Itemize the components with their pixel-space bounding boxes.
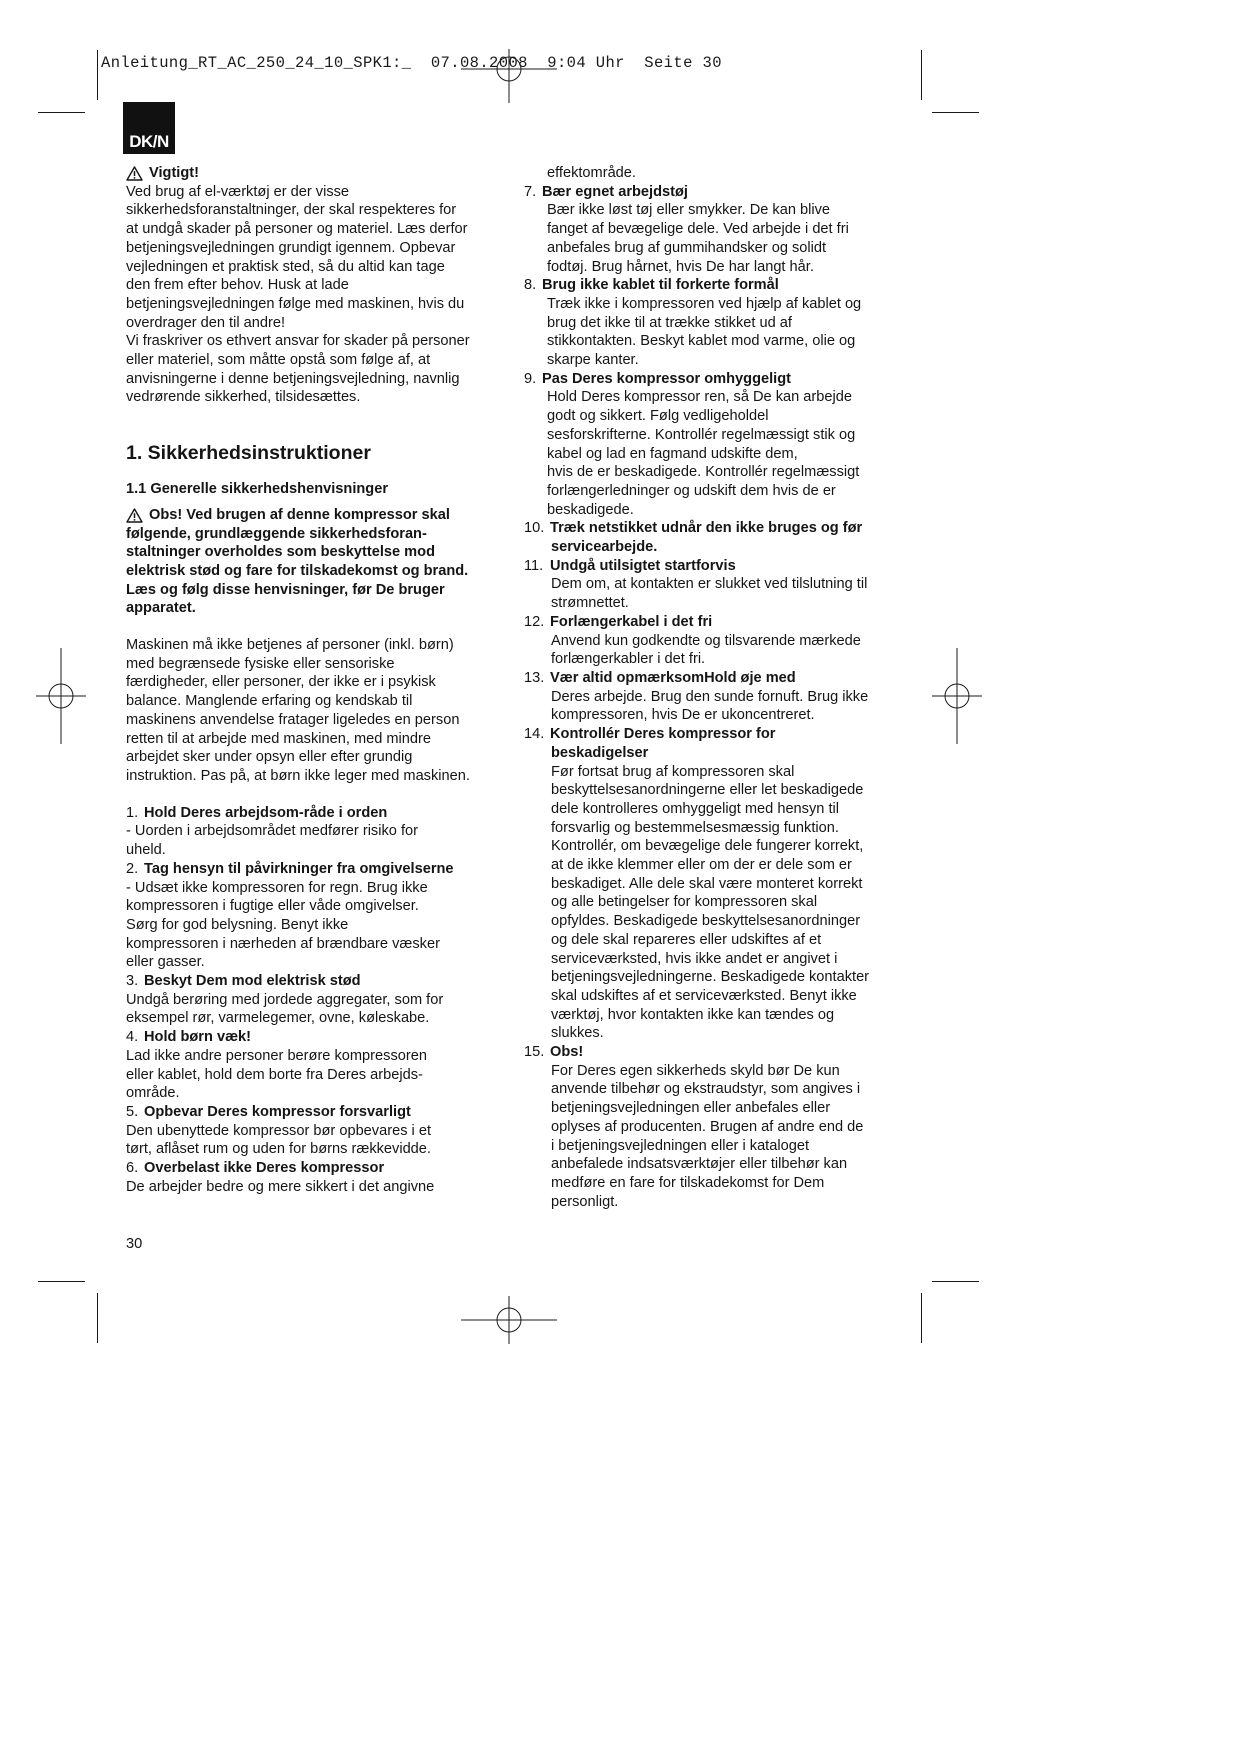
item-line: Træk ikke i kompressoren ved hjælp af kablet og (547, 295, 862, 312)
item-line: Før fortsat brug af kompressoren skal (551, 763, 795, 780)
item-line: slukkes. (551, 1025, 604, 1042)
intro-line: betjeningsvejledningen grundigt igennem. Opbevar (126, 239, 456, 256)
item-title: Brug ikke kablet til forkerte formål (542, 277, 779, 294)
item-line: betjeningsvejledningerne. Beskadigede kontakter (551, 969, 870, 986)
item-title: Beskyt Dem mod elektrisk stød (144, 973, 361, 990)
item-line: kompressoren i fugtige eller våde omgivelser. (126, 898, 419, 915)
crop-mark (38, 112, 85, 113)
item-number: 14. (524, 726, 545, 743)
warning-line: Obs! Ved brugen af denne kompressor skal (149, 506, 450, 523)
item-line: - Udsæt ikke kompressoren for regn. Brug ikke (126, 879, 428, 896)
item-line: godt og sikkert. Følg vedligeholdel (547, 408, 769, 425)
intro-usage-paragraph (126, 636, 506, 786)
item-title: Pas Deres kompressor omhyggeligt (542, 370, 791, 387)
item-line: uheld. (126, 842, 166, 859)
item-line: anbefales brug af gummihandsker og solidt (547, 239, 827, 256)
item-number: 7. (524, 183, 537, 200)
intro-heading (126, 164, 506, 183)
intro-line: anvisningerne i denne betjeningsvejledning, navnlig (126, 370, 460, 387)
paragraph-line: med begrænsede fysiske eller sensoriske (126, 655, 395, 672)
item-line: fodtøj. Brug hårnet, hvis De har langt hår. (547, 258, 814, 275)
intro-line: overdrager den til andre! (126, 314, 286, 331)
paragraph-line: arbejdet sker under opsyn eller efter grundig (126, 749, 413, 766)
item-line: anbefalede indsatsværktøjer eller tilbehør kan (551, 1156, 848, 1173)
item-line: Anvend kun godkendte og tilsvarende mærkede (551, 632, 861, 649)
warning-line: elektrisk stød og fare for tilskadekomst og brand. (126, 562, 469, 579)
item-number: 5. (126, 1103, 139, 1120)
warning-line: følgende, grundlæggende sikkerhedsforan- (126, 525, 427, 542)
item-line: Deres arbejde. Brug den sunde fornuft. Brug ikke (551, 688, 869, 705)
item-line: De arbejder bedre og mere sikkert i det angivne (126, 1178, 435, 1195)
crop-mark (932, 1281, 979, 1282)
intro-paragraph (126, 183, 506, 407)
warning-triangle-icon (126, 508, 143, 523)
intro-line: vedrørende sikkerhed, tilsidesættes. (126, 389, 361, 406)
item-line: eller kablet, hold dem borte fra Deres arbejds- (126, 1066, 423, 1083)
list-item (524, 519, 900, 556)
item-title-cont: beskadigelser (551, 744, 649, 761)
item-number: 1. (126, 804, 139, 821)
item-title: Obs! (550, 1044, 584, 1061)
registration-crosshair-icon (461, 1296, 557, 1344)
item-line: beskyttelsesanordningerne eller let beskadigede (551, 782, 864, 799)
item-line: Den ubenyttede kompressor bør opbevares i et (126, 1122, 432, 1139)
item-line: anvende tilbehør og ekstraudstyr, som angives i (551, 1081, 861, 1098)
left-column (126, 164, 506, 1196)
intro-line: sikkerhedsforanstaltninger, der skal respekteres for (126, 202, 457, 219)
item-title: Kontrollér Deres kompressor for (550, 726, 776, 743)
item-line: stikkontakten. Beskyt kablet mod varme, olie og (547, 333, 856, 350)
safety-list-left (126, 804, 506, 1197)
list-item (524, 613, 900, 669)
crop-mark (38, 1281, 85, 1282)
item-line: forsvarlig og bestemmelsesmæssig funktion. (551, 819, 839, 836)
item-line: værktøj, hvor kontakten ikke kan tændes og (551, 1006, 835, 1023)
item-number: 8. (524, 277, 537, 294)
item-title: Overbelast ikke Deres kompressor (144, 1160, 385, 1177)
item-line: eksempel rør, varmelegemer, ovne, køleskabe. (126, 1010, 430, 1027)
item-number: 13. (524, 669, 545, 686)
item-line: forlængerledninger og udskift dem hvis de er (547, 482, 836, 499)
item-line: serviceværksted, hvis ikke andet er angivet i (551, 950, 838, 967)
item-title: Opbevar Deres kompressor forsvarligt (144, 1103, 411, 1120)
intro-line: eller materiel, som måtte opstå som følge af, at (126, 352, 431, 369)
item-line: beskadigede. (547, 501, 634, 518)
registration-crosshair-icon (461, 49, 557, 103)
item-number: 2. (126, 860, 139, 877)
crop-mark (97, 50, 98, 100)
item-number: 12. (524, 613, 545, 630)
item-line: kompressoren, hvis De er ukoncentreret. (551, 707, 815, 724)
paragraph-line: retten til at arbejde med maskinen, med mindre (126, 730, 431, 747)
list-item (126, 804, 506, 860)
item-title: Forlængerkabel i det fri (550, 613, 713, 630)
paragraph-line: færdigheder, eller personer, der ikke er i psykisk (126, 674, 436, 691)
item-line: eller gasser. (126, 954, 205, 971)
item-title: Bær egnet arbejdstøj (542, 183, 688, 200)
item-line: skarpe kanter. (547, 352, 639, 369)
item-line: sesforskrifterne. Kontrollér regelmæssigt stik og (547, 426, 856, 443)
item-line: beskadiget. Alle dele skal være monteret korrekt (551, 875, 863, 892)
crop-mark (921, 50, 922, 100)
item-title: Vær altid opmærksomHold øje med (550, 669, 796, 686)
list-item (126, 972, 506, 1028)
intro-heading-text: Vigtigt! (149, 165, 199, 181)
crop-mark (97, 1293, 98, 1343)
item-line: Dem om, at kontakten er slukket ved tilslutning til (551, 576, 868, 593)
item-line: i betjeningsvejledningen eller i kataloget (551, 1137, 809, 1154)
item-title: Hold børn væk! (144, 1029, 252, 1046)
continuation-line: effektområde. (547, 165, 636, 181)
item-line: personligt. (551, 1193, 619, 1210)
list-item (126, 860, 506, 972)
item-line: brug det ikke til at trække stikket ud af (547, 314, 792, 331)
item-line: Lad ikke andre personer berøre kompressoren (126, 1047, 427, 1064)
intro-line: at undgå skader på personer og materiel. Læs derfor (126, 221, 468, 238)
item-line: opfyldes. Beskadigede beskyttelsesanordninger (551, 913, 861, 930)
item-line: Sørg for god belysning. Benyt ikke (126, 916, 349, 933)
item-title: Undgå utilsigtet startforvis (550, 557, 736, 574)
intro-line: Ved brug af el-værktøj er der visse (126, 183, 350, 200)
list-item (524, 557, 900, 613)
item-line: og alle betingelser for kompressoren skal (551, 894, 818, 911)
item-line: dele kontrolleres omhyggeligt med hensyn til (551, 800, 839, 817)
intro-line: vejledningen et praktisk sted, så du altid kan tage (126, 258, 445, 275)
list-item (126, 1159, 506, 1196)
item-line: at de ikke klemmer eller om der er dele som er (551, 857, 852, 874)
list-item (524, 725, 900, 1043)
intro-line: Vi fraskriver os ethvert ansvar for skader på personer (126, 333, 470, 350)
crop-mark (921, 1293, 922, 1343)
item-line: betjeningsvejledningen eller anbefales eller (551, 1100, 831, 1117)
item-number: 9. (524, 370, 537, 387)
section-title: 1. Sikkerhedsinstruktioner (126, 442, 371, 465)
print-header: Anleitung_RT_AC_250_24_10_SPK1:_ 07.08.2008 9:04 Uhr Seite 30 (101, 54, 722, 72)
item-title: Træk netstikket udnår den ikke bruges og før (550, 520, 863, 537)
list-item (524, 183, 900, 277)
item-line: område. (126, 1085, 180, 1102)
item-line: tørt, aflåset rum og uden for børns rækkevidde. (126, 1141, 431, 1158)
item-number: 10. (524, 520, 545, 537)
item-title: Hold Deres arbejdsom-råde i orden (144, 804, 388, 821)
warning-triangle-icon (126, 166, 143, 181)
item-line: - Uorden i arbejdsområdet medfører risiko for (126, 823, 418, 840)
right-column (524, 164, 900, 1211)
paragraph-line: Maskinen må ikke betjenes af personer (inkl. børn) (126, 637, 454, 654)
item-line: strømnettet. (551, 595, 629, 612)
item-title: Tag hensyn til påvirkninger fra omgivelserne (144, 860, 454, 877)
list-item (524, 276, 900, 370)
registration-crosshair-icon (932, 648, 982, 744)
item-number: 4. (126, 1029, 139, 1046)
list-item (524, 669, 900, 725)
intro-line: den frem efter behov. Husk at lade (126, 277, 349, 294)
item-line: medføre en fare for tilskadekomst for Dem (551, 1174, 825, 1191)
list-item (126, 1103, 506, 1159)
item-line: Bær ikke løst tøj eller smykker. De kan blive (547, 202, 831, 219)
warning-line: staltninger overholdes som beskyttelse mod (126, 544, 435, 561)
item-line: skal udskiftes af et serviceværksted. Benyt ikke (551, 987, 857, 1004)
item-number: 3. (126, 973, 139, 990)
warning-line: Læs og følg disse henvisninger, før De bruger (126, 581, 445, 598)
item-line: kompressoren i nærheden af brændbare væsker (126, 935, 440, 952)
item-number: 11. (524, 557, 544, 574)
item-line: hvis de er beskadigede. Kontrollér regelmæssigt (547, 464, 860, 481)
safety-warning (126, 506, 506, 618)
item-line: For Deres egen sikkerheds skyld bør De kun (551, 1062, 840, 1079)
crop-mark (932, 112, 979, 113)
item-number: 6. (126, 1160, 139, 1177)
page-number: 30 (126, 1236, 143, 1252)
registration-crosshair-icon (36, 648, 86, 744)
item-line: kabel og lad en fagmand udskifte dem, (547, 445, 798, 462)
item-line: Undgå berøring med jordede aggregater, som for (126, 991, 444, 1008)
item-line: fanget af bevægelige dele. Ved arbejde i det fri (547, 221, 849, 238)
paragraph-line: instruktion. Pas på, at børn ikke leger med maskinen. (126, 767, 470, 784)
item-line: oplyses af producenten. Brugen af andre end de (551, 1118, 864, 1135)
item-line: Kontrollér, om bevægelige dele fungerer korrekt, (551, 838, 864, 855)
list-item (126, 1028, 506, 1103)
item-number: 15. (524, 1044, 545, 1061)
warning-line: apparatet. (126, 600, 196, 617)
item-title-cont: servicearbejde. (551, 539, 658, 556)
item-line: forlængerkabler i det fri. (551, 651, 706, 668)
intro-line: betjeningsvejledningen følge med maskinen, hvis du (126, 295, 465, 312)
language-badge: DK/N (123, 102, 175, 154)
item-line: Hold Deres kompressor ren, så De kan arbejde (547, 389, 852, 406)
list-item (524, 370, 900, 520)
paragraph-line: balance. Manglende erfaring og kendskab til (126, 693, 413, 710)
list-item (524, 1043, 900, 1211)
subsection-title: 1.1 Generelle sikkerhedshenvisninger (126, 481, 389, 498)
item-line: og dele skal repareres eller udskiftes af et (551, 931, 822, 948)
paragraph-line: maskinens anvendelse fratager ligeledes en person (126, 711, 460, 728)
